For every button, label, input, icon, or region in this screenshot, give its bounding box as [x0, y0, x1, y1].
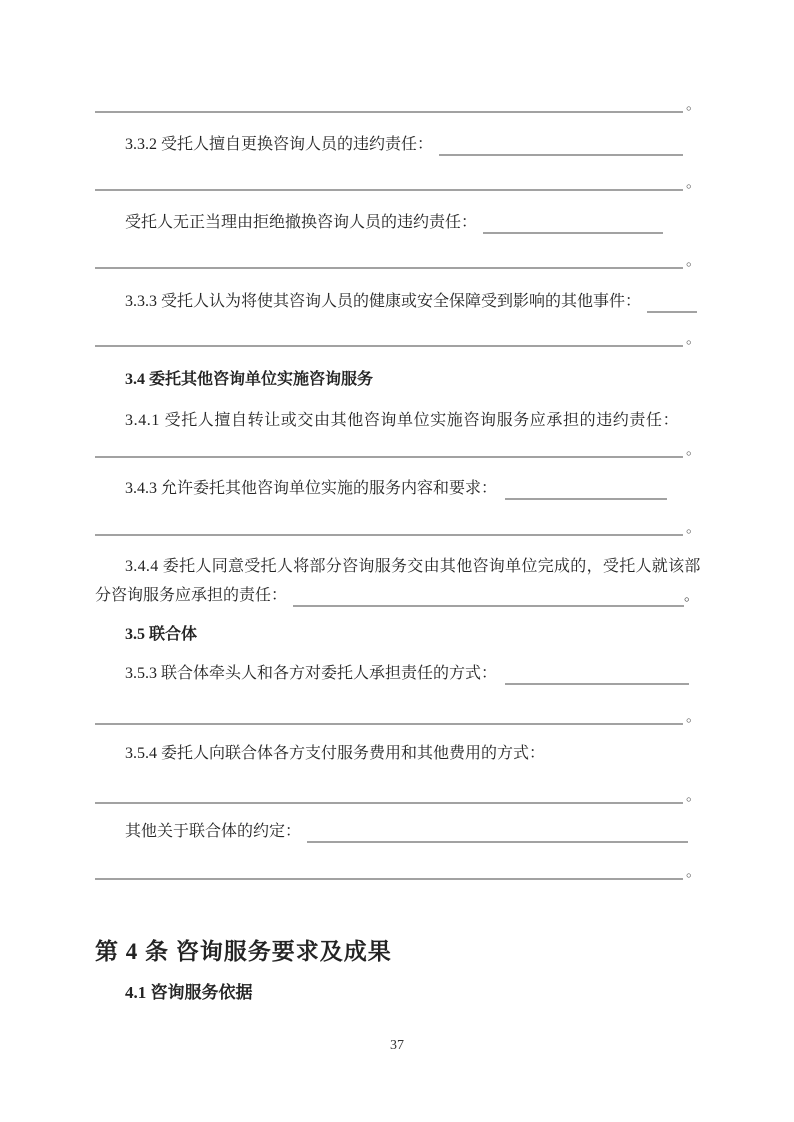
- heading-text: 3.4 委托其他咨询单位实施咨询服务: [125, 371, 374, 388]
- period-mark: 。: [685, 864, 701, 880]
- blank-fill-line: [95, 331, 701, 347]
- clause-3-4-3: [125, 478, 683, 500]
- period-mark: 。: [685, 788, 701, 804]
- period-mark: 。: [685, 709, 701, 725]
- blank-fill-line: [95, 788, 701, 804]
- clause-text: 3.3.3 受托人认为将使其咨询人员的健康或安全保障受到影响的其他事件：: [125, 293, 642, 310]
- period-mark: 。: [685, 442, 701, 458]
- blank-fill-line: [95, 175, 701, 191]
- blank-fill-line: [95, 97, 701, 113]
- fill-in-blank: [439, 134, 683, 156]
- fill-in-blank: [293, 585, 684, 607]
- blank-fill-line: [95, 520, 701, 536]
- period-mark: 。: [683, 588, 699, 604]
- clause-refuse-replace: [125, 212, 683, 234]
- fill-in-blank: [647, 291, 697, 313]
- clause-3-4-4-line2: [95, 585, 699, 607]
- clause-text: 受托人无正当理由拒绝撤换咨询人员的违约责任：: [125, 214, 478, 231]
- blank-fill-line: [95, 709, 701, 725]
- period-mark: 。: [685, 175, 701, 191]
- section-heading-3-4: [125, 369, 683, 391]
- section-heading-3-5: [125, 624, 683, 646]
- clause-text: 3.4.3 允许委托其他咨询单位实施的服务内容和要求：: [125, 480, 498, 497]
- clause-other-consortium: [125, 821, 683, 843]
- fill-in-blank: [307, 821, 688, 843]
- period-mark: 。: [685, 97, 701, 113]
- clause-text: 3.4.4 委托人同意受托人将部分咨询服务交由其他咨询单位完成的，受托人就该部: [125, 558, 701, 575]
- fill-in-blank: [483, 212, 663, 234]
- clause-text: 3.5.3 联合体牵头人和各方对委托人承担责任的方式：: [125, 665, 498, 682]
- period-mark: 。: [685, 520, 701, 536]
- fill-in-blank: [505, 663, 689, 685]
- blank-fill-line: [95, 442, 701, 458]
- clause-3-3-3: [125, 291, 683, 313]
- blank-fill-line: [95, 864, 701, 880]
- clause-text: 3.5.4 委托人向联合体各方支付服务费用和其他费用的方式：: [125, 745, 546, 762]
- period-mark: 。: [685, 331, 701, 347]
- clause-3-4-4-line1: [125, 556, 701, 578]
- clause-3-4-1: [125, 410, 683, 432]
- heading-text: 3.5 联合体: [125, 626, 198, 643]
- page-number: 37: [390, 1038, 404, 1053]
- period-mark: 。: [685, 253, 701, 269]
- clause-text: 3.3.2 受托人擅自更换咨询人员的违约责任：: [125, 136, 434, 153]
- section-heading-4-1: 4.1 咨询服务依据: [125, 983, 253, 1002]
- clause-3-5-3: [125, 663, 683, 685]
- clause-text: 3.4.1 受托人擅自转让或交由其他咨询单位实施咨询服务应承担的违约责任：: [125, 412, 680, 429]
- clause-text: 分咨询服务应承担的责任：: [95, 587, 288, 604]
- blank-fill-line: [95, 253, 701, 269]
- chapter-heading-4: 第 4 条 咨询服务要求及成果: [95, 939, 392, 964]
- clause-3-3-2: [125, 134, 683, 156]
- clause-3-5-4: [125, 743, 683, 765]
- fill-in-blank: [505, 478, 667, 500]
- clause-text: 其他关于联合体的约定：: [125, 823, 302, 840]
